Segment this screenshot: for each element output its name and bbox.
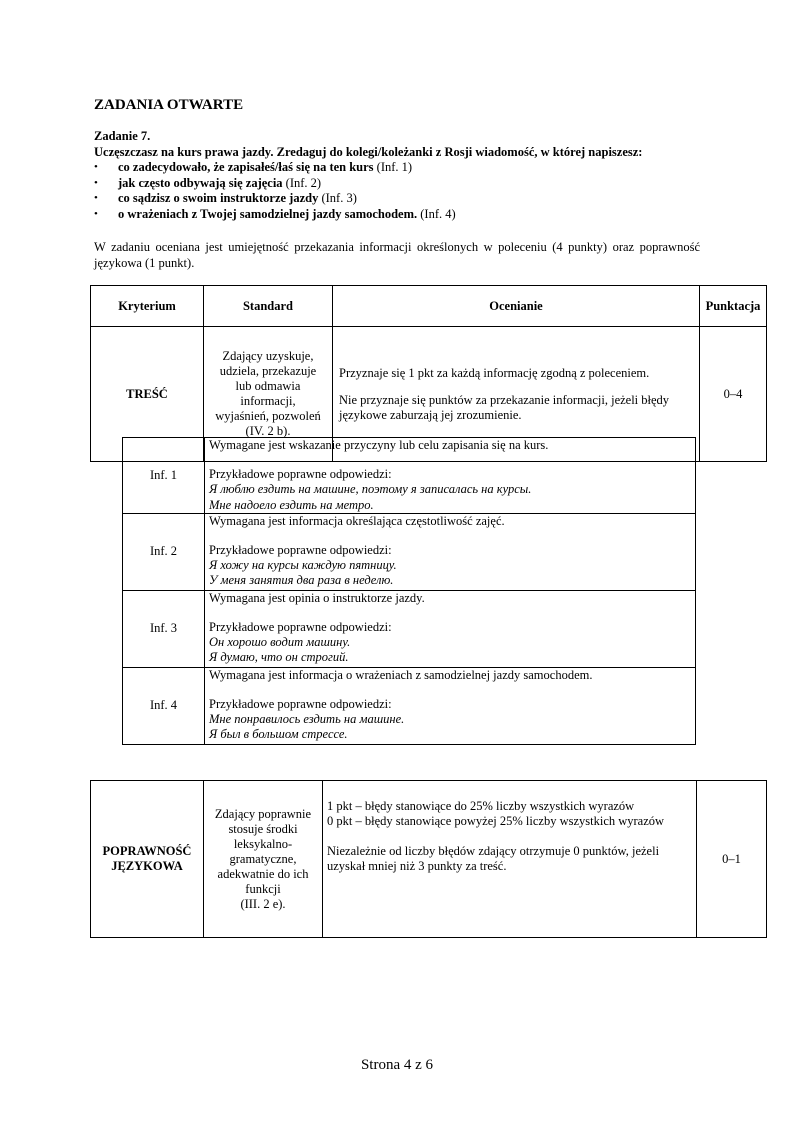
info-label: Inf. 1 — [123, 438, 205, 514]
standard-cell: Zdający poprawnie stosuje środki leksykalno- gramatyczne, adekwatnie do ich funkcji (III. 2 e). — [204, 781, 323, 938]
table-row — [123, 667, 696, 744]
criteria-table — [90, 285, 767, 462]
list-item: • jak często odbywają się zajęcia (Inf. 2) — [94, 175, 322, 190]
header-assessment: Ocenianie — [333, 286, 700, 327]
info-body: Wymagana jest opinia o instruktorze jazdy. Przykładowe poprawne odpowiedzi: Он хорошо водит машину. Я думаю, что он строгий. — [205, 590, 696, 667]
info-label: Inf. 2 — [123, 513, 205, 590]
table-row — [91, 781, 767, 938]
table-header-row — [91, 286, 767, 327]
page-number: Strona 4 z 6 — [360, 1057, 434, 1073]
points-cell: 0–4 — [700, 327, 767, 462]
assessment-rule: 1 pkt – błędy stanowiące do 25% liczby wszystkich wyrazów — [327, 799, 635, 813]
assessment-note: Niezależnie od liczby błędów zdający otrzymuje 0 punktów, jeżeli uzyskał mniej niż 3 punkty za treść. — [327, 844, 660, 873]
info-body: Wymagana jest informacja o wrażeniach z samodzielnej jazdy samochodem. Przykładowe poprawne odpowiedzi: Мне понравилось ездить на машине. Я был в большом стрессе. — [205, 667, 696, 744]
language-table — [90, 780, 767, 938]
task-block — [94, 129, 714, 222]
list-item: • co sądzisz o swoim instruktorze jazdy (Inf. 3) — [94, 191, 357, 205]
scoring-note: W zadaniu oceniana jest umiejętność przekazania informacji określonych w poleceniu (4 punkty) oraz poprawność językowa (1 punkt). — [94, 240, 700, 270]
bullet-icon: • — [94, 207, 98, 220]
assessment-cell — [323, 781, 697, 938]
info-body: Wymagana jest informacja określająca częstotliwość zajęć. Przykładowe poprawne odpowiedzi: Я хожу на курсы каждую пятницу. У меня занятия два раза в неделю. — [205, 513, 696, 590]
info-body: Wymagane jest wskazanie przyczyny lub celu zapisania się na kurs. Przykładowe poprawne odpowiedzi: Я люблю ездить на машине, поэтому я записалась на курсы. Мне надоело ездить на метро. — [205, 438, 696, 514]
info-label: Inf. 3 — [123, 590, 205, 667]
table-row — [123, 513, 696, 590]
info-table — [122, 437, 696, 745]
bullet-icon: • — [94, 176, 98, 189]
criterion-content: TREŚĆ — [91, 327, 204, 462]
list-item: • o wrażeniach z Twojej samodzielnej jazdy samochodem. (Inf. 4) — [94, 206, 456, 221]
bullet-icon: • — [94, 192, 98, 204]
task-number: Zadanie 7. — [94, 129, 151, 143]
table-row — [123, 438, 696, 514]
bullet-icon: • — [94, 161, 98, 173]
table-row — [123, 590, 696, 667]
section-title: ZADANIA OTWARTE — [94, 97, 244, 113]
header-points: Punktacja — [700, 286, 767, 327]
info-label: Inf. 4 — [123, 667, 205, 744]
task-instruction: Uczęszczasz na kurs prawa jazdy. Zredaguj do kolegi/koleżanki z Rosji wiadomość, w której napiszesz: — [94, 144, 643, 159]
header-standard: Standard — [204, 286, 333, 327]
assessment-rule: 0 pkt – błędy stanowiące powyżej 25% liczby wszystkich wyrazów — [327, 814, 665, 828]
points-cell: 0–1 — [697, 781, 767, 938]
standard-cell: Zdający uzyskuje, udziela, przekazuje lub odmawia informacji, wyjaśnień, pozwoleń (IV. 2 b). — [204, 327, 333, 462]
criterion-language: POPRAWNOŚĆ JĘZYKOWA — [91, 781, 204, 938]
task-bullet-list — [94, 160, 714, 222]
list-item: • co zadecydowało, że zapisałeś/łaś się na ten kurs (Inf. 1) — [94, 160, 413, 174]
header-criterion: Kryterium — [91, 286, 204, 327]
assessment-rule: Nie przyznaje się punktów za przekazanie informacji, jeżeli błędy językowe zaburzają jej zrozumienie. — [339, 392, 670, 422]
assessment-rule: Przyznaje się 1 pkt za każdą informację zgodną z poleceniem. — [339, 365, 650, 380]
